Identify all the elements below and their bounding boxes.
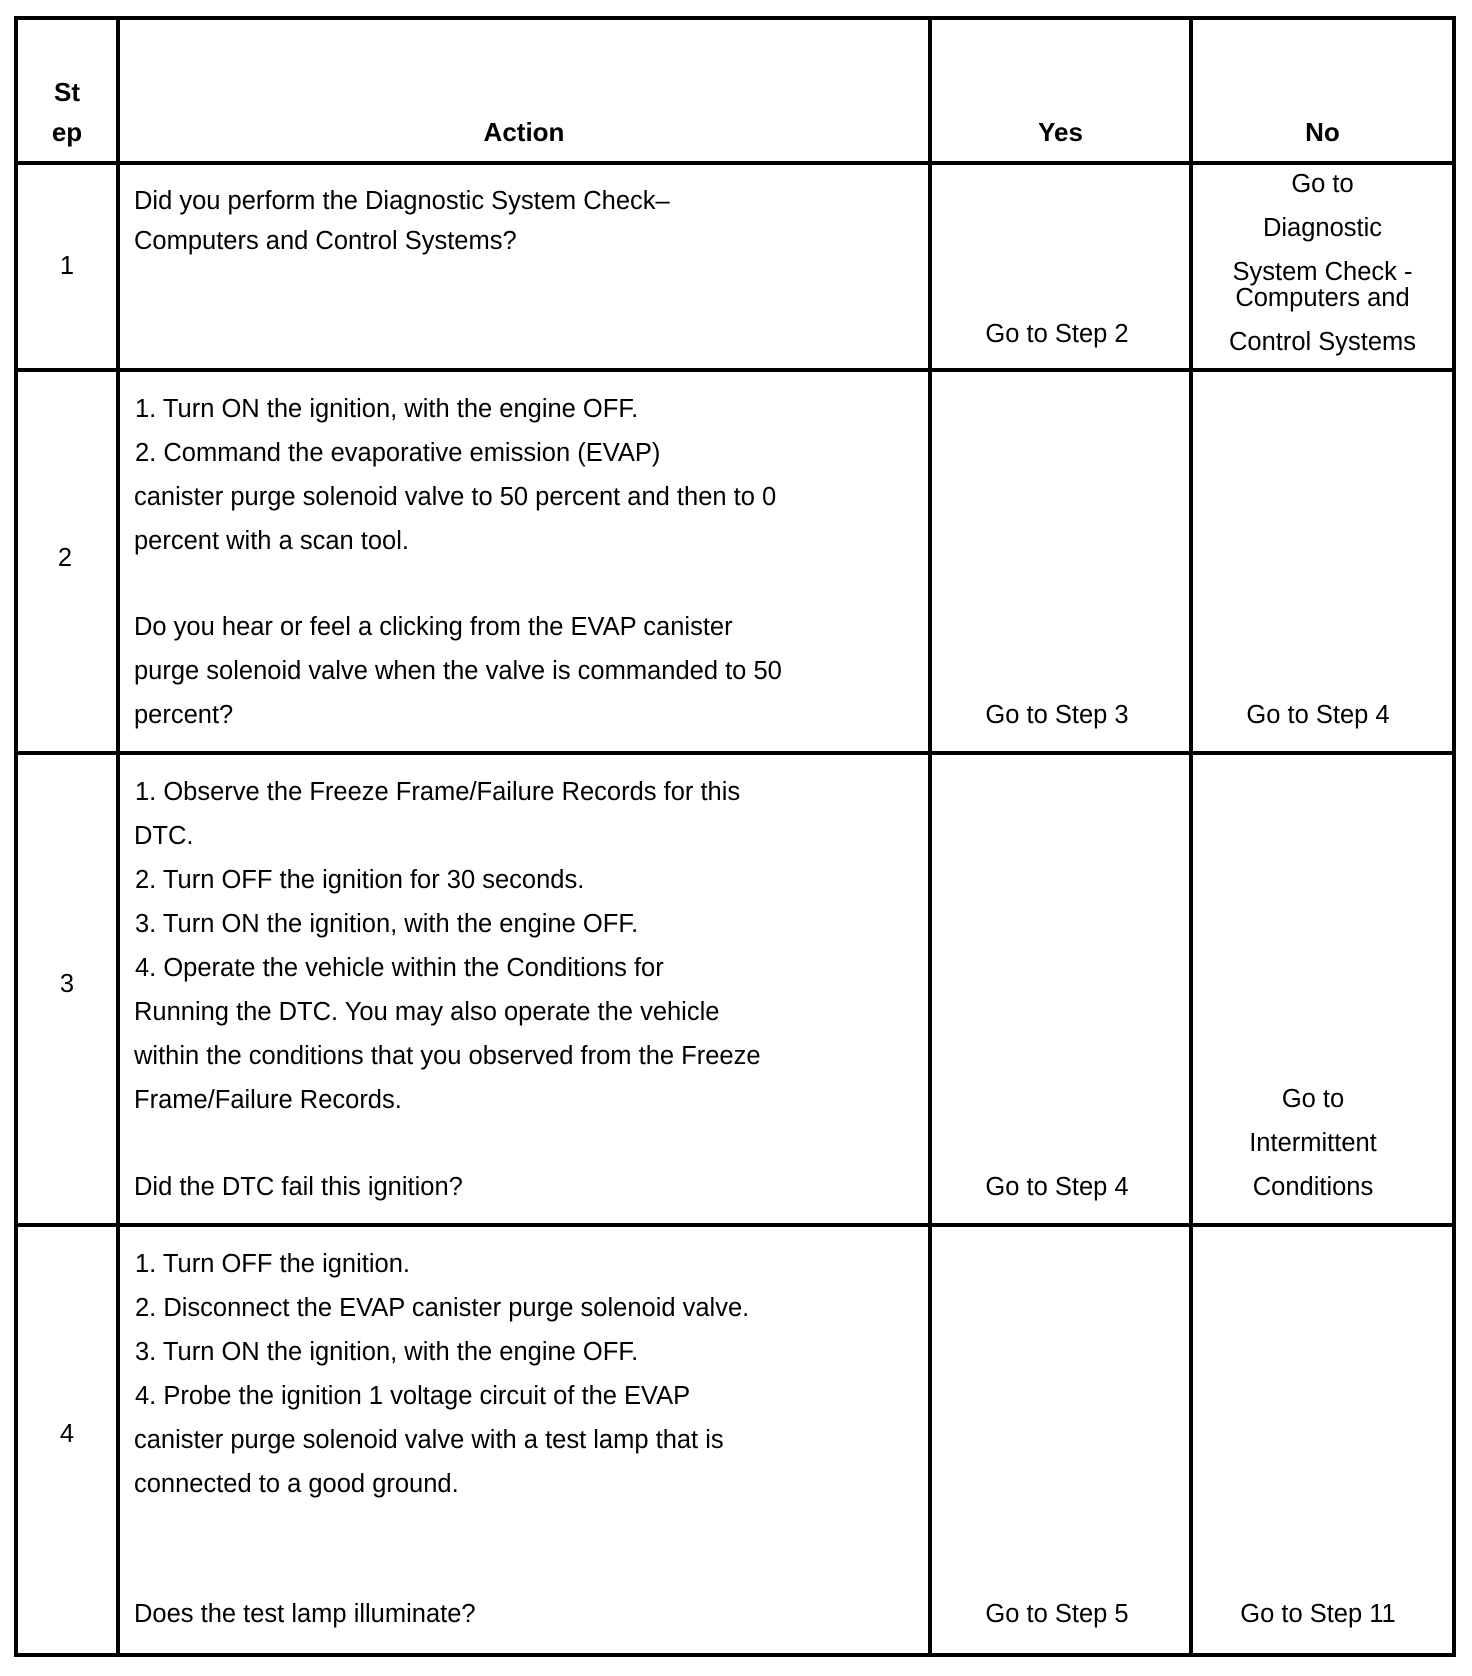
table-border-top <box>14 16 1456 20</box>
action-line: 1. Turn ON the ignition, with the engine OFF. <box>135 395 639 423</box>
action-line: Do you hear or feel a clicking from the EVAP canister <box>134 613 733 641</box>
no-cell-line: Computers and <box>1235 284 1410 312</box>
no-cell: Go to Step 11 <box>1240 1600 1396 1628</box>
action-line: 3. Turn ON the ignition, with the engine OFF. <box>135 1338 639 1366</box>
step-number: 3 <box>59 970 75 998</box>
yes-cell: Go to Step 4 <box>985 1173 1129 1201</box>
header-step-line2: ep <box>51 117 83 147</box>
no-cell-line: Go to <box>1291 170 1354 198</box>
action-line: 1. Observe the Freeze Frame/Failure Records for this <box>135 778 741 806</box>
row-divider <box>14 751 1456 755</box>
yes-cell: Go to Step 3 <box>985 701 1129 729</box>
row-divider <box>14 1223 1456 1227</box>
action-line: Running the DTC. You may also operate the vehicle <box>134 998 720 1026</box>
no-cell-line: Conditions <box>1252 1173 1374 1201</box>
action-line: 4. Probe the ignition 1 voltage circuit of the EVAP <box>135 1382 691 1410</box>
action-line: 2. Disconnect the EVAP canister purge solenoid valve. <box>135 1294 750 1322</box>
action-line: Did you perform the Diagnostic System Check– <box>134 187 670 215</box>
action-line: percent with a scan tool. <box>134 527 409 555</box>
action-line: 1. Turn OFF the ignition. <box>135 1250 410 1278</box>
no-cell-line: Control Systems <box>1228 328 1417 356</box>
column-divider <box>116 16 120 1657</box>
action-line: purge solenoid valve when the valve is commanded to 50 <box>134 657 782 685</box>
action-line: DTC. <box>134 822 194 850</box>
action-line: Does the test lamp illuminate? <box>134 1600 476 1628</box>
yes-cell: Go to Step 2 <box>985 320 1129 348</box>
action-line: 3. Turn ON the ignition, with the engine OFF. <box>135 910 639 938</box>
no-cell-line: System Check - <box>1232 258 1413 286</box>
table-border-bottom <box>14 1653 1456 1657</box>
action-line: 2. Command the evaporative emission (EVAP) <box>135 439 661 467</box>
no-cell: Go to Step 4 <box>1246 701 1390 729</box>
header-no: No <box>1305 117 1340 147</box>
column-divider <box>928 16 932 1657</box>
action-line: Did the DTC fail this ignition? <box>134 1173 463 1201</box>
header-yes: Yes <box>1038 117 1083 147</box>
yes-cell: Go to Step 5 <box>985 1600 1129 1628</box>
action-line: 4. Operate the vehicle within the Conditions for <box>135 954 664 982</box>
no-cell-line: Intermittent <box>1249 1129 1377 1157</box>
action-line: percent? <box>134 701 234 729</box>
header-action: Action <box>483 117 565 147</box>
row-divider <box>14 368 1456 372</box>
step-number: 4 <box>59 1420 75 1448</box>
diagnostic-table <box>14 16 1456 1657</box>
action-line: connected to a good ground. <box>134 1470 459 1498</box>
table-border-right <box>1452 16 1456 1657</box>
step-number: 2 <box>57 544 73 572</box>
action-line: canister purge solenoid valve to 50 percent and then to 0 <box>134 483 777 511</box>
action-line: 2. Turn OFF the ignition for 30 seconds. <box>135 866 585 894</box>
action-line: Frame/Failure Records. <box>134 1086 402 1114</box>
table-border-left <box>14 16 18 1657</box>
header-step-line1: St <box>54 77 80 107</box>
action-line: canister purge solenoid valve with a test lamp that is <box>134 1426 724 1454</box>
step-number: 1 <box>59 252 75 280</box>
no-cell-line: Diagnostic <box>1262 214 1383 242</box>
action-line: Computers and Control Systems? <box>134 227 517 255</box>
action-line: within the conditions that you observed from the Freeze <box>134 1042 761 1070</box>
no-cell-line: Go to <box>1281 1085 1345 1113</box>
